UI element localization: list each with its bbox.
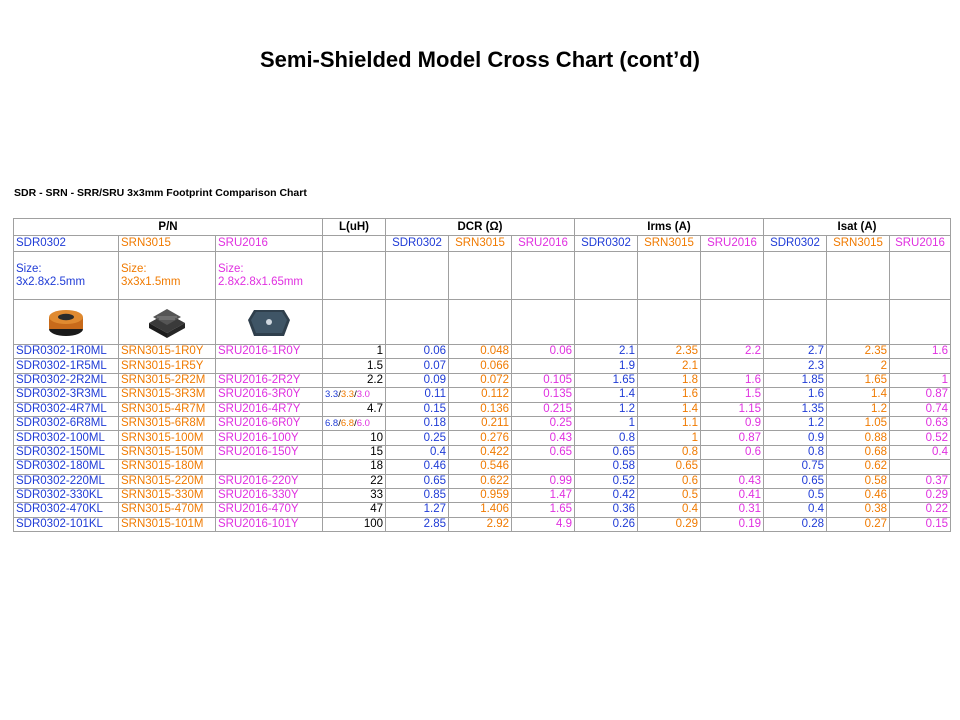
pn-sdr: SDR0302-220ML <box>14 474 119 488</box>
irms-value: 0.4 <box>638 503 701 517</box>
pn-sru: SRU2016-100Y <box>216 431 323 445</box>
empty-cell <box>323 300 386 345</box>
pn-sdr: SDR0302-2R2ML <box>14 373 119 387</box>
dcr-value: 4.9 <box>512 517 575 531</box>
table-row <box>14 416 951 430</box>
isat-value: 0.29 <box>890 488 951 502</box>
dcr-value: 0.07 <box>386 359 449 373</box>
inductance-cell: 100 <box>323 517 386 531</box>
inductance-part: 3.3 <box>325 389 339 401</box>
dcr-value: 0.622 <box>449 474 512 488</box>
inductance-cell: 4.7 <box>323 402 386 416</box>
isat-value: 0.52 <box>890 431 951 445</box>
inductance-cell: 2.2 <box>323 373 386 387</box>
isat-value: 0.8 <box>764 445 827 459</box>
empty-cell <box>890 252 951 300</box>
irms-value: 0.65 <box>575 445 638 459</box>
irms-value: 1.5 <box>701 388 764 402</box>
dcr-value: 0.25 <box>386 431 449 445</box>
pn-srn: SRN3015-2R2M <box>119 373 216 387</box>
dcr-value: 0.215 <box>512 402 575 416</box>
empty-cell <box>701 252 764 300</box>
isat-value: 2.3 <box>764 359 827 373</box>
inductance-cell: 18 <box>323 460 386 474</box>
dcr-value: 0.048 <box>449 345 512 359</box>
inductance-part: 6.8 <box>340 418 355 430</box>
empty-cell <box>323 252 386 300</box>
irms-value: 1.9 <box>575 359 638 373</box>
dcr-header: DCR (Ω) <box>386 219 575 236</box>
empty-cell <box>449 252 512 300</box>
irms-value: 1 <box>575 416 638 430</box>
dcr-value: 1.27 <box>386 503 449 517</box>
isat-model-sdr: SDR0302 <box>764 236 827 252</box>
dcr-value: 0.135 <box>512 388 575 402</box>
isat-value: 1.4 <box>827 388 890 402</box>
isat-value: 0.46 <box>827 488 890 502</box>
inductance-cell: 10 <box>323 431 386 445</box>
inductance-cell: 22 <box>323 474 386 488</box>
dcr-model-sdr: SDR0302 <box>386 236 449 252</box>
table-row <box>14 460 951 474</box>
model-sdr: SDR0302 <box>14 236 119 252</box>
irms-value: 0.87 <box>701 431 764 445</box>
dcr-value: 0.959 <box>449 488 512 502</box>
isat-value: 0.22 <box>890 503 951 517</box>
irms-value <box>701 460 764 474</box>
dcr-value: 1.47 <box>512 488 575 502</box>
empty-cell <box>449 300 512 345</box>
dcr-value: 0.06 <box>512 345 575 359</box>
irms-value: 0.42 <box>575 488 638 502</box>
pn-sru: SRU2016-220Y <box>216 474 323 488</box>
pn-srn: SRN3015-1R5Y <box>119 359 216 373</box>
table-row <box>14 445 951 459</box>
irms-value: 0.8 <box>638 445 701 459</box>
irms-value: 1.65 <box>575 373 638 387</box>
dcr-value: 0.09 <box>386 373 449 387</box>
dcr-value: 0.4 <box>386 445 449 459</box>
sru-inductor-icon <box>216 300 323 345</box>
pn-sdr: SDR0302-150ML <box>14 445 119 459</box>
irms-value: 0.5 <box>638 488 701 502</box>
isat-value: 0.75 <box>764 460 827 474</box>
isat-value: 0.87 <box>890 388 951 402</box>
irms-value: 0.6 <box>638 474 701 488</box>
dcr-value: 0.276 <box>449 431 512 445</box>
pn-sru: SRU2016-4R7Y <box>216 402 323 416</box>
irms-value: 1.2 <box>575 402 638 416</box>
model-sru: SRU2016 <box>216 236 323 252</box>
pn-sdr: SDR0302-6R8ML <box>14 416 119 430</box>
dcr-value: 1.65 <box>512 503 575 517</box>
pn-srn: SRN3015-180M <box>119 460 216 474</box>
empty-cell <box>512 252 575 300</box>
irms-value: 1.1 <box>638 416 701 430</box>
irms-value: 0.29 <box>638 517 701 531</box>
dcr-value: 0.422 <box>449 445 512 459</box>
isat-value: 0.63 <box>890 416 951 430</box>
table-row <box>14 517 951 531</box>
table-row <box>14 345 951 359</box>
dcr-value <box>512 359 575 373</box>
irms-value: 0.8 <box>575 431 638 445</box>
irms-value <box>701 359 764 373</box>
pn-header: P/N <box>14 219 323 236</box>
pn-sru: SRU2016-6R0Y <box>216 416 323 430</box>
dcr-value: 0.15 <box>386 402 449 416</box>
pn-sru: SRU2016-2R2Y <box>216 373 323 387</box>
empty-cell <box>827 300 890 345</box>
inductance-part: 3.0 <box>356 389 370 401</box>
dcr-value: 0.43 <box>512 431 575 445</box>
pn-sdr: SDR0302-1R5ML <box>14 359 119 373</box>
dcr-value: 0.65 <box>512 445 575 459</box>
pn-srn: SRN3015-220M <box>119 474 216 488</box>
header-row <box>14 219 951 236</box>
dcr-model-sru: SRU2016 <box>512 236 575 252</box>
inductance-cell: 1.5 <box>323 359 386 373</box>
dcr-value: 2.92 <box>449 517 512 531</box>
isat-value: 1 <box>890 373 951 387</box>
isat-value: 0.4 <box>890 445 951 459</box>
dcr-value: 0.25 <box>512 416 575 430</box>
irms-value: 0.43 <box>701 474 764 488</box>
isat-value: 0.68 <box>827 445 890 459</box>
pn-srn: SRN3015-100M <box>119 431 216 445</box>
inductance-cell: 15 <box>323 445 386 459</box>
size-sru: Size: 2.8x2.8x1.65mm <box>216 252 323 300</box>
irms-value: 0.58 <box>575 460 638 474</box>
pn-sru <box>216 359 323 373</box>
pn-sru: SRU2016-101Y <box>216 517 323 531</box>
pn-srn: SRN3015-4R7M <box>119 402 216 416</box>
dcr-value: 0.85 <box>386 488 449 502</box>
inductance-cell: 6.8/6.8/6.0 <box>323 416 386 430</box>
pn-sdr: SDR0302-330KL <box>14 488 119 502</box>
irms-value: 2.35 <box>638 345 701 359</box>
irms-value: 2.1 <box>575 345 638 359</box>
isat-value: 0.4 <box>764 503 827 517</box>
pn-srn: SRN3015-101M <box>119 517 216 531</box>
pn-sdr: SDR0302-4R7ML <box>14 402 119 416</box>
table-row <box>14 431 951 445</box>
sdr-inductor-icon <box>14 300 119 345</box>
empty-cell <box>827 252 890 300</box>
pn-sru <box>216 460 323 474</box>
isat-value: 0.88 <box>827 431 890 445</box>
table-row <box>14 388 951 402</box>
table-row <box>14 503 951 517</box>
isat-value: 1.6 <box>890 345 951 359</box>
irms-model-sdr: SDR0302 <box>575 236 638 252</box>
pn-sru: SRU2016-150Y <box>216 445 323 459</box>
irms-value: 1 <box>638 431 701 445</box>
isat-value: 2.7 <box>764 345 827 359</box>
dcr-value: 0.211 <box>449 416 512 430</box>
cross-chart-table <box>13 218 951 532</box>
irms-value: 2.2 <box>701 345 764 359</box>
isat-value: 2.35 <box>827 345 890 359</box>
table-row <box>14 359 951 373</box>
isat-value: 0.58 <box>827 474 890 488</box>
dcr-value: 0.136 <box>449 402 512 416</box>
isat-value: 0.27 <box>827 517 890 531</box>
isat-value: 0.62 <box>827 460 890 474</box>
inductance-cell: 47 <box>323 503 386 517</box>
isat-value: 1.05 <box>827 416 890 430</box>
isat-value: 0.38 <box>827 503 890 517</box>
dcr-value: 0.105 <box>512 373 575 387</box>
isat-value <box>890 460 951 474</box>
isat-value: 1.6 <box>764 388 827 402</box>
pn-srn: SRN3015-330M <box>119 488 216 502</box>
isat-value: 0.37 <box>890 474 951 488</box>
table-row <box>14 474 951 488</box>
pn-srn: SRN3015-150M <box>119 445 216 459</box>
isat-model-srn: SRN3015 <box>827 236 890 252</box>
table-row <box>14 373 951 387</box>
dcr-value: 0.066 <box>449 359 512 373</box>
irms-value: 1.4 <box>638 402 701 416</box>
pn-sdr: SDR0302-101KL <box>14 517 119 531</box>
size-sdr: Size: 3x2.8x2.5mm <box>14 252 119 300</box>
isat-value: 1.2 <box>764 416 827 430</box>
isat-value: 0.15 <box>890 517 951 531</box>
size-srn: Size: 3x3x1.5mm <box>119 252 216 300</box>
size-row <box>14 252 951 300</box>
isat-value: 1.2 <box>827 402 890 416</box>
isat-value: 1.35 <box>764 402 827 416</box>
pn-sru: SRU2016-330Y <box>216 488 323 502</box>
empty-cell <box>386 252 449 300</box>
luh-header: L(uH) <box>323 219 386 236</box>
irms-value: 1.8 <box>638 373 701 387</box>
pn-sdr: SDR0302-3R3ML <box>14 388 119 402</box>
inductance-part: 6.0 <box>356 418 370 430</box>
irms-header: Irms (A) <box>575 219 764 236</box>
irms-value: 0.9 <box>701 416 764 430</box>
dcr-value <box>512 460 575 474</box>
table-row <box>14 402 951 416</box>
dcr-value: 0.546 <box>449 460 512 474</box>
isat-value: 0.74 <box>890 402 951 416</box>
empty-cell <box>638 252 701 300</box>
empty-cell <box>890 300 951 345</box>
isat-value: 0.5 <box>764 488 827 502</box>
irms-model-srn: SRN3015 <box>638 236 701 252</box>
isat-value: 2 <box>827 359 890 373</box>
pn-sru: SRU2016-1R0Y <box>216 345 323 359</box>
irms-model-sru: SRU2016 <box>701 236 764 252</box>
irms-value: 1.4 <box>575 388 638 402</box>
pn-sdr: SDR0302-180ML <box>14 460 119 474</box>
dcr-value: 0.06 <box>386 345 449 359</box>
dcr-value: 0.112 <box>449 388 512 402</box>
irms-value: 0.19 <box>701 517 764 531</box>
empty-cell <box>764 300 827 345</box>
dcr-value: 0.46 <box>386 460 449 474</box>
table-row <box>14 488 951 502</box>
inductance-part: 3.3 <box>340 389 355 401</box>
isat-value: 0.28 <box>764 517 827 531</box>
slide-title: Semi-Shielded Model Cross Chart (cont’d) <box>259 47 701 72</box>
dcr-value: 0.072 <box>449 373 512 387</box>
pn-sru: SRU2016-3R0Y <box>216 388 323 402</box>
pn-sdr: SDR0302-100ML <box>14 431 119 445</box>
irms-value: 1.15 <box>701 402 764 416</box>
dcr-value: 0.18 <box>386 416 449 430</box>
isat-value: 0.9 <box>764 431 827 445</box>
empty-cell <box>386 300 449 345</box>
irms-value: 0.52 <box>575 474 638 488</box>
pn-sru: SRU2016-470Y <box>216 503 323 517</box>
inductance-cell: 1 <box>323 345 386 359</box>
pn-srn: SRN3015-470M <box>119 503 216 517</box>
isat-value: 1.65 <box>827 373 890 387</box>
isat-value: 0.65 <box>764 474 827 488</box>
pn-srn: SRN3015-1R0Y <box>119 345 216 359</box>
isat-value: 1.85 <box>764 373 827 387</box>
pn-sdr: SDR0302-1R0ML <box>14 345 119 359</box>
model-srn: SRN3015 <box>119 236 216 252</box>
irms-value: 2.1 <box>638 359 701 373</box>
isat-header: Isat (A) <box>764 219 951 236</box>
empty-cell <box>764 252 827 300</box>
isat-value <box>890 359 951 373</box>
dcr-value: 0.11 <box>386 388 449 402</box>
empty-cell <box>575 252 638 300</box>
dcr-value: 0.65 <box>386 474 449 488</box>
inductance-cell: 3.3/3.3/3.0 <box>323 388 386 402</box>
empty-cell <box>512 300 575 345</box>
irms-value: 1.6 <box>701 373 764 387</box>
pn-srn: SRN3015-3R3M <box>119 388 216 402</box>
inductance-part: 6.8 <box>325 418 339 430</box>
model-empty <box>323 236 386 252</box>
dcr-value: 2.85 <box>386 517 449 531</box>
irms-value: 0.41 <box>701 488 764 502</box>
srn-inductor-icon <box>119 300 216 345</box>
pn-sdr: SDR0302-470KL <box>14 503 119 517</box>
irms-value: 0.36 <box>575 503 638 517</box>
empty-cell <box>638 300 701 345</box>
empty-cell <box>575 300 638 345</box>
inductance-cell: 33 <box>323 488 386 502</box>
irms-value: 0.26 <box>575 517 638 531</box>
isat-model-sru: SRU2016 <box>890 236 951 252</box>
model-row <box>14 236 951 252</box>
irms-value: 0.65 <box>638 460 701 474</box>
chart-title: SDR - SRN - SRR/SRU 3x3mm Footprint Comparison Chart <box>14 187 307 199</box>
irms-value: 0.6 <box>701 445 764 459</box>
dcr-model-srn: SRN3015 <box>449 236 512 252</box>
image-row <box>14 300 951 345</box>
empty-cell <box>701 300 764 345</box>
irms-value: 0.31 <box>701 503 764 517</box>
dcr-value: 0.99 <box>512 474 575 488</box>
pn-srn: SRN3015-6R8M <box>119 416 216 430</box>
irms-value: 1.6 <box>638 388 701 402</box>
dcr-value: 1.406 <box>449 503 512 517</box>
